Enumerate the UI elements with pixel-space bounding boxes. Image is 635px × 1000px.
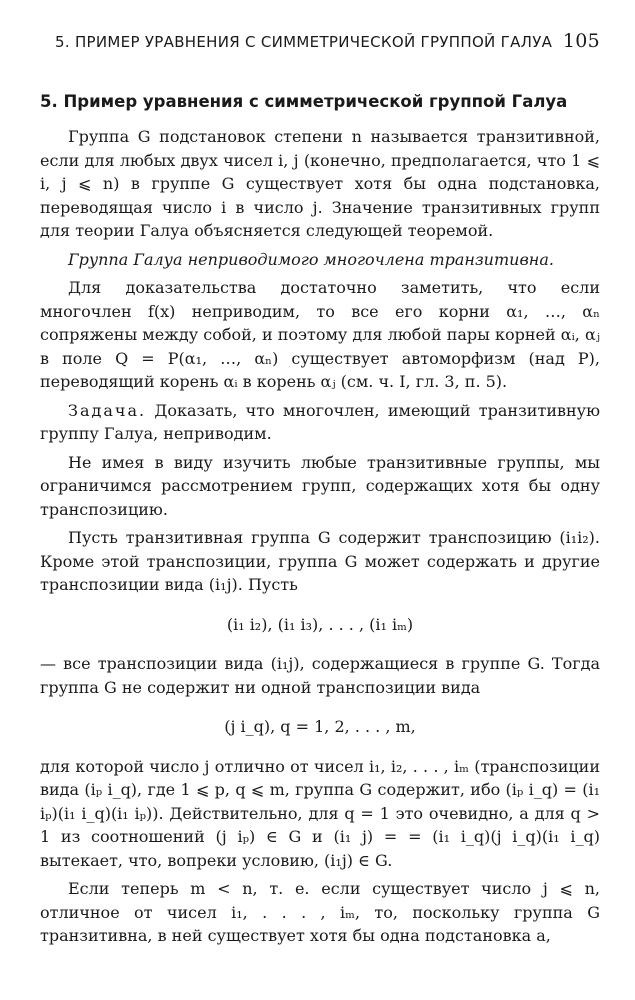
equation-j-iq: (j i_q), q = 1, 2, . . . , m, — [224, 717, 416, 736]
paragraph-proof: Для доказательства достаточно заметить, что если многочлен f(x) неприводим, то все его корни α₁, …, αₙ сопряжены между собой, и поэтому для любой пары корней αᵢ, αⱼ в поле Q = P(α₁, …, αₙ) существует автоморфизм (над P), переводящий корень αᵢ в корень αⱼ (см. ч. I, гл. 3, п. 5). — [40, 278, 600, 391]
running-title: 5. ПРИМЕР УРАВНЕНИЯ С СИММЕТРИЧЕСКОЙ ГРУППОЙ ГАЛУА — [55, 33, 553, 51]
paragraph-restriction: Не имея в виду изучить любые транзитивные группы, мы ограничимся рассмотрением групп, содержащих хотя бы одну транспозицию. — [40, 452, 600, 519]
page-number: 105 — [562, 30, 600, 52]
paragraph-exercise — [40, 399, 600, 446]
theorem-statement: Группа Галуа неприводимого многочлена транзитивна. — [68, 249, 554, 269]
page — [40, 30, 600, 948]
paragraph-continuation: Если теперь m < n, т. е. если существует число j ⩽ n, отличное от чисел i₁, . . . , iₘ, то, поскольку группа G транзитивна, в ней существует хотя бы одна подстановка a, — [40, 879, 600, 945]
paragraph-all-transpositions: — все транспозиции вида (i₁j), содержащиеся в группе G. Тогда группа G не содержит ни одной транспозиции вида — [40, 654, 600, 697]
paragraph-argument: для которой число j отлично от чисел i₁, i₂, . . . , iₘ (транспозиции вида (iₚ i_q), где 1 ⩽ p, q ⩽ m, группа G содержит, ибо (iₚ i_q) = (i₁ iₚ)(i₁ i_q)(i₁ iₚ)). Действительно, для q = 1 это очевидно, а для q > 1 из соотношений (j iₚ) ∈ G и (i₁ j) = = (i₁ i_q)(j i_q)(i₁ i_q) вытекает, что, вопреки условию, (i₁j) ∈ G. — [40, 756, 600, 870]
exercise-label: Задача. — [68, 400, 147, 420]
exercise-text: Доказать, что многочлен, имеющий транзитивную группу Галуа, неприводим. — [40, 400, 600, 443]
paragraph-definition: Группа G подстановок степени n называется транзитивной, если для любых двух чисел i, j (конечно, предполагается, что 1 ⩽ i, j ⩽ n) в группе G существует хотя бы одна подстановка, переводящая число i в число j. Значение транзитивных групп для теории Галуа объясняется следующей теоремой. — [40, 127, 600, 240]
paragraph-transposition: Пусть транзитивная группа G содержит транспозицию (i₁i₂). Кроме этой транспозиции, группа G может содержать и другие транспозиции вида (i₁j). Пусть — [40, 528, 600, 594]
equation-transpositions: (i₁ i₂), (i₁ i₃), . . . , (i₁ iₘ) — [226, 614, 414, 634]
running-head — [40, 30, 600, 60]
section-title: 5. Пример уравнения с симметрической группой Галуа — [40, 92, 568, 111]
